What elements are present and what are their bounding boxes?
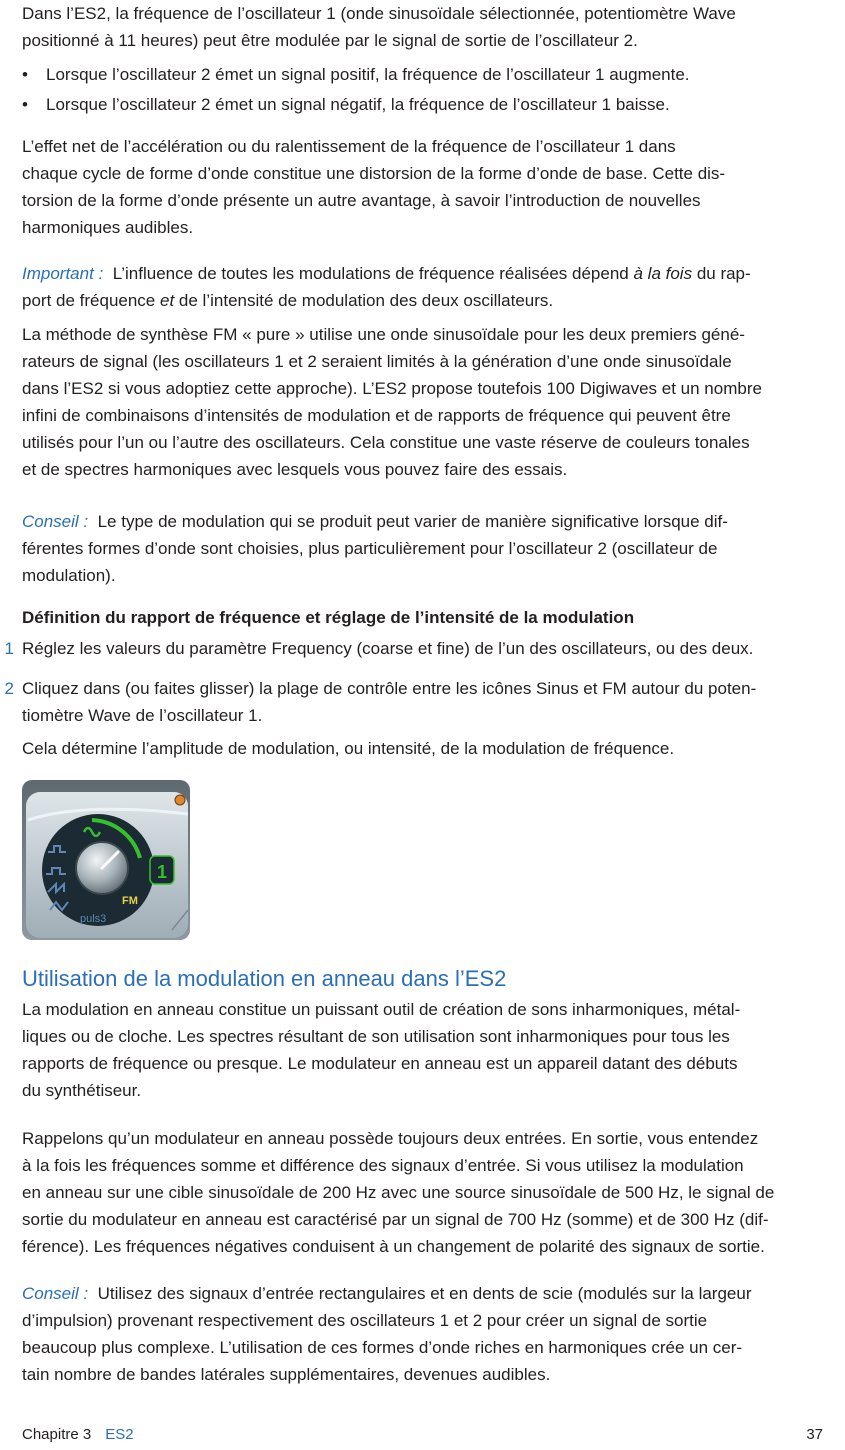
oscillator-panel-illustration bbox=[22, 780, 190, 940]
important-note bbox=[22, 260, 837, 314]
step-number: 1 bbox=[4, 639, 14, 658]
fm-pure-line: et de spectres harmoniques avec lesquels vous pouvez faire des essais. bbox=[22, 460, 568, 479]
oscillator-wave-figure bbox=[22, 780, 190, 940]
bullet-text: Lorsque l’oscillateur 2 émet un signal négatif, la fréquence de l’oscillateur 1 baisse. bbox=[46, 95, 670, 114]
ring-detail-line: Rappelons qu’un modulateur en anneau possède toujours deux entrées. En sortie, vous entendez bbox=[22, 1129, 759, 1148]
chapter-label: Chapitre 3 bbox=[22, 1426, 92, 1443]
effect-line: chaque cycle de forme d’onde constitue une distorsion de la forme d’onde de base. Cette dis- bbox=[22, 164, 726, 183]
chapter-name-link[interactable]: ES2 bbox=[105, 1426, 134, 1443]
tip-line: beaucoup plus complexe. L’utilisation de ces formes d’onde riches en harmoniques crée un cer- bbox=[22, 1338, 743, 1357]
page-number: 37 bbox=[806, 1426, 823, 1443]
fm-pure-line: utilisés pour l’un ou l’autre des oscillateurs. Cela constitue une vaste réserve de couleurs tonales bbox=[22, 433, 750, 452]
fm-pure-line: infini de combinaisons d’intensités de modulation et de rapports de fréquence qui peuvent être bbox=[22, 406, 731, 425]
ring-intro-line: rapports de fréquence ou presque. Le modulateur en anneau est un appareil datant des débuts bbox=[22, 1054, 738, 1073]
ring-intro-line: du synthétiseur. bbox=[22, 1081, 142, 1100]
tip-note bbox=[22, 508, 837, 589]
effect-paragraph bbox=[22, 133, 837, 241]
tip-note bbox=[22, 1280, 837, 1388]
procedure-result: Cela détermine l’amplitude de modulation, ou intensité, de la modulation de fréquence. bbox=[22, 739, 675, 758]
fm-pure-paragraph bbox=[22, 321, 837, 483]
ring-detail-line: à la fois les fréquences somme et différence des signaux d’entrée. Si vous utilisez la modulation bbox=[22, 1156, 744, 1175]
intro-line: Dans l’ES2, la fréquence de l’oscillateur 1 (onde sinusoïdale sélectionnée, potentiomètre Wave bbox=[22, 4, 736, 23]
tip-line: tain nombre de bandes latérales supplémentaires, devenues audibles. bbox=[22, 1365, 551, 1384]
tip-line: férentes formes d’onde sont choisies, plus particulièrement pour l’oscillateur 2 (oscillateur de bbox=[22, 539, 718, 558]
fm-pure-line: dans l’ES2 si vous adoptiez cette approche). L’ES2 propose toutefois 100 Digiwaves et un nombre bbox=[22, 379, 762, 398]
tip-text: Le type de modulation qui se produit peut varier de manière significative lorsque dif- bbox=[97, 512, 728, 531]
effect-line: harmoniques audibles. bbox=[22, 218, 194, 237]
effect-line: torsion de la forme d’onde présente un autre avantage, à savoir l’introduction de nouvelles bbox=[22, 191, 701, 210]
step-text: tiomètre Wave de l’oscillateur 1. bbox=[22, 706, 263, 725]
ring-intro-line: liques ou de cloche. Les spectres résultant de son utilisation sont inharmoniques pour tous les bbox=[22, 1027, 730, 1046]
fm-label: FM bbox=[122, 895, 138, 907]
ring-detail-paragraph bbox=[22, 1125, 837, 1260]
important-text: du rap- bbox=[696, 264, 751, 283]
important-line bbox=[22, 287, 837, 314]
important-text: de l’intensité de modulation des deux oscillateurs. bbox=[178, 291, 554, 310]
tip-line bbox=[22, 1280, 837, 1307]
important-emphasis: à la fois bbox=[633, 264, 693, 283]
tip-lead: Conseil : bbox=[22, 512, 89, 531]
footer-chapter bbox=[22, 1425, 134, 1445]
tip-text: Utilisez des signaux d’entrée rectangulaires et en dents de scie (modulés sur la largeur bbox=[97, 1284, 752, 1303]
bullet-marker: • bbox=[22, 65, 28, 84]
fm-pure-line: rateurs de signal (les oscillateurs 1 et 2 seraient limités à la génération d’une onde sinusoïdale bbox=[22, 352, 732, 371]
step-text: Réglez les valeurs du paramètre Frequency (coarse et fine) de l’un des oscillateurs, ou des deux. bbox=[22, 639, 754, 658]
ring-detail-line: en anneau sur une cible sinusoïdale de 200 Hz avec une source sinusoïdale de 500 Hz, le signal de bbox=[22, 1183, 775, 1202]
intro-line: positionné à 11 heures) peut être modulée par le signal de sortie de l’oscillateur 2. bbox=[22, 31, 638, 50]
tip-line: modulation). bbox=[22, 566, 116, 585]
ring-detail-line: férence). Les fréquences négatives conduisent à un changement de polarité des signaux de sortie. bbox=[22, 1237, 765, 1256]
fm-pure-line: La méthode de synthèse FM « pure » utilise une onde sinusoïdale pour les deux premiers géné- bbox=[22, 325, 745, 344]
important-line bbox=[22, 260, 837, 287]
important-text: L’influence de toutes les modulations de fréquence réalisées dépend bbox=[112, 264, 629, 283]
page-footer bbox=[22, 1425, 823, 1445]
wave-name-label: puls3 bbox=[80, 913, 107, 925]
ring-intro-line: La modulation en anneau constitue un puissant outil de création de sons inharmoniques, métal- bbox=[22, 1000, 741, 1019]
bullet-text: Lorsque l’oscillateur 2 émet un signal positif, la fréquence de l’oscillateur 1 augmente. bbox=[46, 65, 690, 84]
ring-detail-line: sortie du modulateur en anneau est caractérisé par un signal de 700 Hz (somme) et de 300 Hz (dif- bbox=[22, 1210, 769, 1229]
important-emphasis: et bbox=[160, 291, 175, 310]
important-lead: Important : bbox=[22, 264, 104, 283]
intro-paragraph bbox=[22, 0, 837, 54]
important-text: port de fréquence bbox=[22, 291, 156, 310]
step-text: Cliquez dans (ou faites glisser) la plage de contrôle entre les icônes Sinus et FM autour du poten- bbox=[22, 679, 757, 698]
procedure-step bbox=[0, 675, 837, 729]
status-led bbox=[175, 795, 185, 805]
oscillator-number: 1 bbox=[156, 862, 168, 882]
effect-line: L’effet net de l’accélération ou du ralentissement de la fréquence de l’oscillateur 1 dans bbox=[22, 137, 676, 156]
tip-line bbox=[22, 508, 837, 535]
step-number: 2 bbox=[4, 679, 14, 698]
bullet-marker: • bbox=[22, 95, 28, 114]
tip-lead: Conseil : bbox=[22, 1284, 89, 1303]
tip-line: d’impulsion) provenant respectivement des oscillateurs 1 et 2 pour créer un signal de sortie bbox=[22, 1311, 708, 1330]
ring-intro-paragraph bbox=[22, 996, 837, 1104]
procedure-title: Définition du rapport de fréquence et réglage de l’intensité de la modulation bbox=[22, 608, 635, 627]
section-title: Utilisation de la modulation en anneau dans l’ES2 bbox=[22, 966, 507, 991]
